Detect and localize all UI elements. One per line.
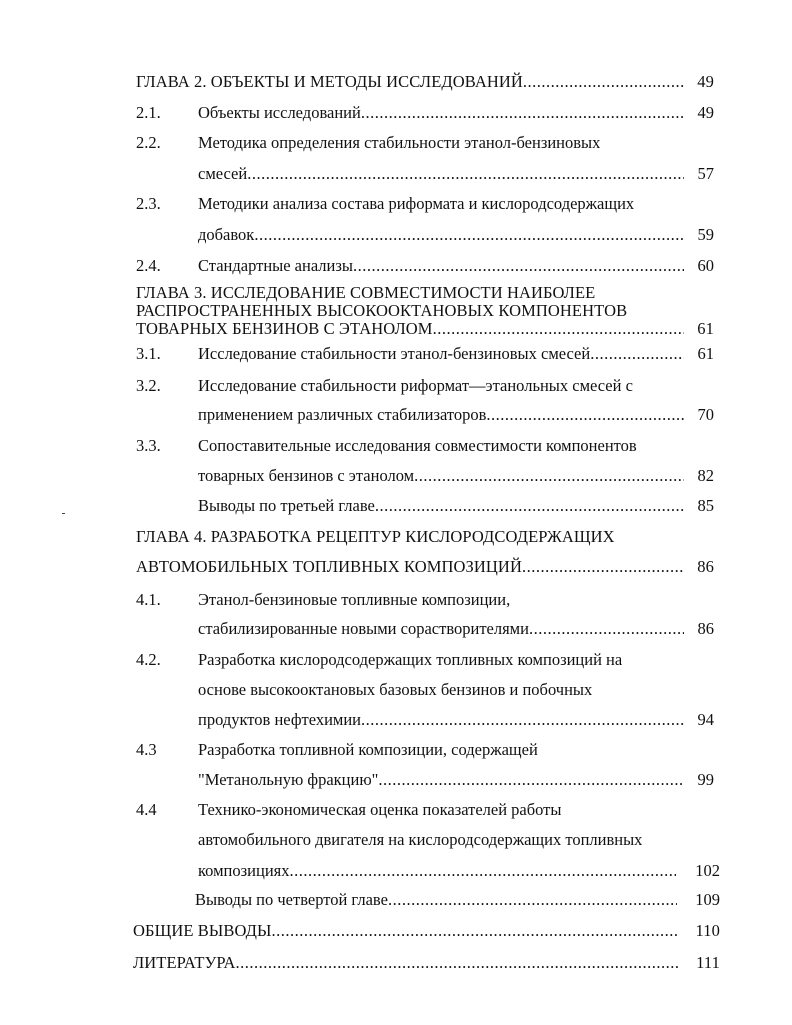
toc-title: "Метанольную фракцию" ..... [198,770,684,790]
toc-title-line: Технико-экономическая оценка показателей работы [198,800,562,819]
toc-page: 61 [697,319,714,338]
toc-number: 4.1. [136,590,161,609]
toc-page: 99 [697,770,714,789]
toc-title: Выводы по четвертой главе ..... [195,890,677,910]
toc-title: Исследование стабильности этанол-бензиновых смесей ..... [198,344,684,364]
toc-page: 70 [697,405,714,424]
stray-mark [62,513,65,514]
toc-number: 2.3. [136,194,161,213]
toc-number: 2.2. [136,133,161,152]
toc-title: ОБЩИЕ ВЫВОДЫ ..... [133,921,678,941]
toc-title-line: Разработка кислородсодержащих топливных композиций на [198,650,623,669]
toc-title: товарных бензинов с этанолом ..... [198,466,684,486]
toc-number: 4.2. [136,650,161,669]
toc-page: 86 [697,619,714,638]
toc-number: 3.3. [136,436,161,455]
toc-page: 86 [697,557,714,576]
toc-number: 4.3 [136,740,157,759]
toc-title-line: основе высокооктановых базовых бензинов и побочных [198,680,593,699]
toc-title: ТОВАРНЫХ БЕНЗИНОВ С ЭТАНОЛОМ ..... [136,320,684,338]
toc-title: Объекты исследований ..... [198,103,684,123]
toc-number: 3.2. [136,376,161,395]
toc-title-line: Методики анализа состава риформата и кислородсодержащих [198,194,635,213]
toc-title: ГЛАВА 2. ОБЪЕКТЫ И МЕТОДЫ ИССЛЕДОВАНИЙ ..... [136,72,684,92]
toc-title: композициях ..... [198,861,676,881]
toc-title: АВТОМОБИЛЬНЫХ ТОПЛИВНЫХ КОМПОЗИЦИЙ ..... [136,557,684,577]
toc-title: ЛИТЕРАТУРА ..... [133,953,678,973]
toc-page: 49 [697,72,714,91]
toc-title-line: Этанол-бензиновые топливные композиции, [198,590,511,609]
toc-page: 110 [695,921,720,940]
toc-page: 111 [696,953,720,972]
toc-title-line: Методика определения стабильности этанол-бензиновых [198,133,601,152]
toc-number: 2.4. [136,256,161,275]
toc-title: стабилизированные новыми сорастворителями ..... [198,619,684,639]
toc-page: 61 [697,344,714,363]
toc-page: 102 [695,861,720,880]
toc-number: 2.1. [136,103,161,122]
toc-page: 57 [697,164,714,183]
toc-title-line: Исследование стабильности риформат—этанольных смесей с [198,376,633,395]
toc-title: смесей ..... [198,164,684,184]
toc-page: 60 [697,256,714,275]
toc-title: продуктов нефтехимии ..... [198,710,684,730]
toc-page: 59 [697,225,714,244]
toc-title-line: РАСПРОСТРАНЕННЫХ ВЫСОКООКТАНОВЫХ КОМПОНЕНТОВ [136,302,628,320]
toc-title: добавок ..... [198,225,684,245]
toc-number: 3.1. [136,344,161,363]
toc-number: 4.4 [136,800,157,819]
toc-title-line: автомобильного двигателя на кислородсодержащих топливных [198,830,643,849]
toc-title: Стандартные анализы ..... [198,256,684,276]
toc-page: 109 [695,890,720,909]
toc-page: 82 [697,466,714,485]
toc-page: 49 [697,103,714,122]
toc-title-line: ГЛАВА 3. ИССЛЕДОВАНИЕ СОВМЕСТИМОСТИ НАИБОЛЕЕ [136,284,596,302]
toc-title-line: Сопоставительные исследования совместимости компонентов [198,436,637,455]
toc-title: применением различных стабилизаторов ..... [198,405,684,425]
toc-title-line: Разработка топливной композиции, содержащей [198,740,538,759]
toc-title: Выводы по третьей главе ..... [198,496,684,516]
toc-page: 94 [697,710,714,729]
toc-title-line: ГЛАВА 4. РАЗРАБОТКА РЕЦЕПТУР КИСЛОРОДСОДЕРЖАЩИХ [136,527,615,546]
toc-page: 85 [697,496,714,515]
